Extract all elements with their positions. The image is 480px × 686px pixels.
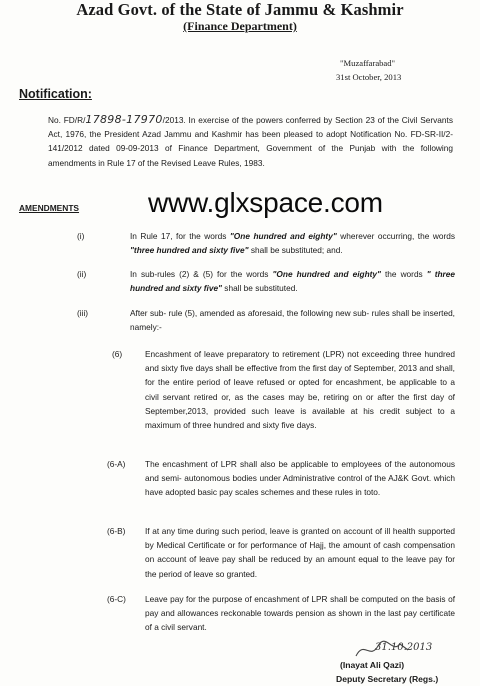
amendment-iii-text: After sub- rule (5), amended as aforesaid, the following new sub- rules shall be inserted, namely:- bbox=[130, 308, 455, 333]
subrule-6b-text: If at any time during such period, leave is granted on account of ill health supported by Medical Certificate or for performance of Hajj, the amount of cash compensation on account of leave pay shall be reduced by an amount equal to the leave pay for the period of leave so granted. bbox=[145, 526, 455, 579]
amendment-quote: "three hundred and sixty five" bbox=[130, 245, 249, 256]
department-subtitle bbox=[0, 19, 480, 34]
amendment-number: (i) bbox=[77, 231, 85, 241]
amendment-text-part: wherever occurring, the words bbox=[336, 231, 455, 241]
subrule-number: (6-C) bbox=[107, 594, 126, 604]
amendment-number: (ii) bbox=[77, 269, 87, 279]
watermark-text: www.glxspace.com bbox=[148, 187, 383, 218]
amendment-text-part: In sub-rules (2) & (5) for the words bbox=[130, 269, 273, 279]
notification-heading: Notification: bbox=[19, 87, 92, 101]
amendment-text-part: the words bbox=[380, 269, 427, 279]
subrule-number: (6-B) bbox=[107, 526, 126, 536]
amendment-text-part: In Rule 17, for the words bbox=[130, 231, 230, 241]
amendments-heading: AMENDMENTS bbox=[19, 203, 80, 213]
amendment-quote: " three hundred and sixty five" bbox=[130, 269, 455, 294]
government-title: Azad Govt. of the State of Jammu & Kashmir bbox=[76, 0, 404, 19]
ref-prefix: No. FD/R/ bbox=[48, 115, 86, 125]
signatory-title: Deputy Secretary (Regs.) bbox=[336, 674, 439, 684]
department-subtitle-text: (Finance Department) bbox=[183, 19, 297, 33]
handwritten-ref-number: 17898-17970 bbox=[85, 113, 163, 126]
amendment-i-text bbox=[130, 229, 455, 257]
subrule-6a-text: The encashment of LPR shall also be applicable to employees of the autonomous and semi- autonomous bodies under Administrative control of the AJ&K Govt. which have adopted basic pay scales schemes and these rules in toto. bbox=[145, 459, 455, 498]
handwritten-signature-date: 31.10.2013 bbox=[375, 642, 433, 653]
subrule-6-text: Encashment of leave preparatory to retirement (LPR) not exceeding three hundred and sixty five days shall be effective from the first day of September, 2013 and shall, for the entire period of leave refused or opted for encashment, be applicable to a civil servant retired or, as the cases may be, retiring on or after the first day of September,2013, provided such leave is available at his credit subject to a maximum of three hundred and sixty five days. bbox=[145, 349, 455, 431]
issue-place: "Muzaffarabad" bbox=[340, 58, 396, 68]
intro-paragraph bbox=[48, 113, 453, 170]
signatory-name: (Inayat Ali Qazi) bbox=[340, 660, 405, 670]
signature-scribble-icon bbox=[352, 636, 412, 662]
amendment-ii-text bbox=[130, 267, 455, 295]
amendment-text-part: shall be substituted. bbox=[222, 283, 298, 294]
amendment-number: (iii) bbox=[77, 308, 89, 318]
amendment-quote: "One hundred and eighty" bbox=[272, 269, 381, 279]
issue-date: 31st October, 2013 bbox=[336, 72, 402, 82]
subrule-6c-text: Leave pay for the purpose of encashment of LPR shall be computed on the basis of pay and allowances reckonable towards pension as shown in the last pay certificate of a civil servant. bbox=[145, 594, 455, 633]
amendment-quote: "One hundred and eighty" bbox=[229, 231, 337, 241]
amendment-text-part: shall be substituted; and. bbox=[248, 245, 343, 256]
intro-body: /2013. In exercise of the powers conferred by Section 23 of the Civil Servants Act, 1976, the President Azad Jammu and Kashmir has been pleased to adopt Notification No. FD-SR-II/2-141/2012 dated 09-09-2013 of Finance Department, Government of the Punjab with the following amendments in Rule 17 of the Revised Leave Rules, 1983. bbox=[48, 115, 453, 168]
subrule-number: (6-A) bbox=[107, 459, 126, 469]
subrule-number: (6) bbox=[112, 349, 123, 359]
